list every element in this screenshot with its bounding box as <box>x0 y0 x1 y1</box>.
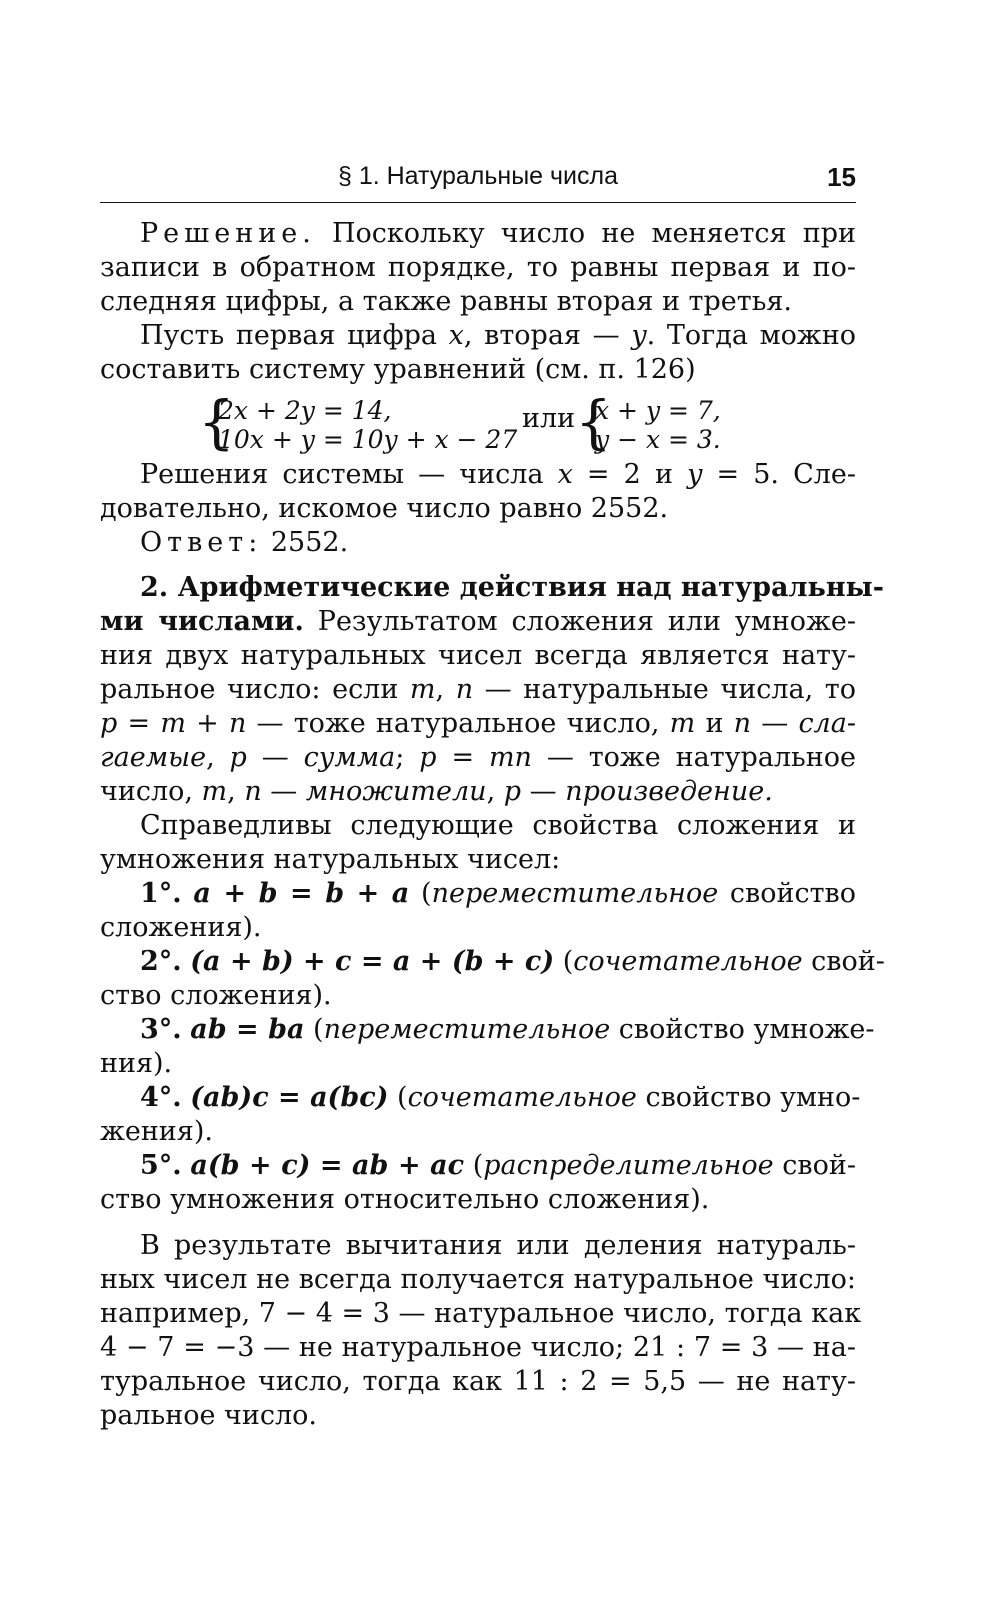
property-4: 4°. (ab)c = a(bc) (сочетательное свойство умно- <box>140 1082 861 1113</box>
final-line-2: ных чисел не всегда получается натуральное число: <box>100 1264 856 1295</box>
solution-line-5: составить систему уравнений (см. п. 126) <box>100 354 696 385</box>
section2-line-6: гаемые, p — сумма; p = mn — тоже натуральное <box>100 742 856 773</box>
property-5-line-2: ство умножения относительно сложения). <box>100 1184 710 1215</box>
final-line-6: ральное число. <box>100 1400 318 1431</box>
section2-line-8: Справедливы следующие свойства сложения и <box>140 810 856 841</box>
section-heading: 2. Арифметические действия над натуральны- <box>140 572 884 603</box>
section2-line-5: p = m + n — тоже натуральное число, m и n — сла- <box>100 708 856 739</box>
solution-line-3: следняя цифры, а также равны вторая и третья. <box>100 286 793 317</box>
right-equation-1: x + y = 7, <box>595 396 721 425</box>
left-equation-1: 2x + 2y = 14, <box>218 396 392 425</box>
section2-line-2: ми числами. Результатом сложения или умноже- <box>100 606 856 637</box>
section2-line-3: ния двух натуральных чисел всегда является нату- <box>100 640 856 671</box>
property-2: 2°. (a + b) + c = a + (b + c) (сочетательное свой- <box>140 946 885 977</box>
right-equation-2: y − x = 3. <box>595 425 721 454</box>
section2-line-9: умножения натуральных чисел: <box>100 844 561 875</box>
result-line-2: довательно, искомое число равно 2552. <box>100 493 669 524</box>
final-line-1: В результате вычитания или деления натураль- <box>140 1230 856 1261</box>
section2-line-7: число, m, n — множители, p — произведение. <box>100 776 773 807</box>
property-1: 1°. a + b = b + a (переместительное свойство <box>140 878 857 909</box>
property-2-line-2: ство сложения). <box>100 980 332 1011</box>
final-line-5: туральное число, тогда как 11 : 2 = 5,5 — не нату- <box>100 1366 856 1397</box>
page-number: 15 <box>827 162 856 192</box>
left-equation-2: 10x + y = 10y + x − 27 <box>218 425 518 454</box>
right-brace: { <box>575 388 612 456</box>
solution-line-2: записи в обратном порядке, то равны первая и по- <box>100 252 856 283</box>
final-line-4: 4 − 7 = −3 — не натуральное число; 21 : 7 = 3 — на- <box>100 1332 856 1363</box>
property-3-line-2: ния). <box>100 1048 173 1079</box>
solution-line-1: Решение. Поскольку число не меняется при <box>140 218 856 249</box>
property-1-line-2: сложения). <box>100 912 262 943</box>
running-title: § 1. Натуральные числа <box>337 162 619 190</box>
property-3: 3°. ab = ba (переместительное свойство умноже- <box>140 1014 875 1045</box>
solution-line-4: Пусть первая цифра x, вторая — y. Тогда можно <box>140 320 856 351</box>
answer-line <box>140 526 856 560</box>
section2-line-4: ральное число: если m, n — натуральные числа, то <box>100 674 857 705</box>
answer-value: 2552. <box>262 527 349 558</box>
left-brace: { <box>198 388 235 456</box>
result-line-1: Решения системы — числа x = 2 и y = 5. Сле- <box>140 459 856 490</box>
answer-label: Ответ: <box>140 527 263 558</box>
page-header <box>100 162 856 203</box>
solution-label: Решение. <box>140 218 316 249</box>
property-5: 5°. a(b + c) = ab + ac (распределительное свой- <box>140 1150 856 1181</box>
or-word: или <box>522 403 576 434</box>
final-line-3: например, 7 − 4 = 3 — натуральное число, тогда как <box>100 1298 862 1329</box>
property-4-line-2: жения). <box>100 1116 213 1147</box>
